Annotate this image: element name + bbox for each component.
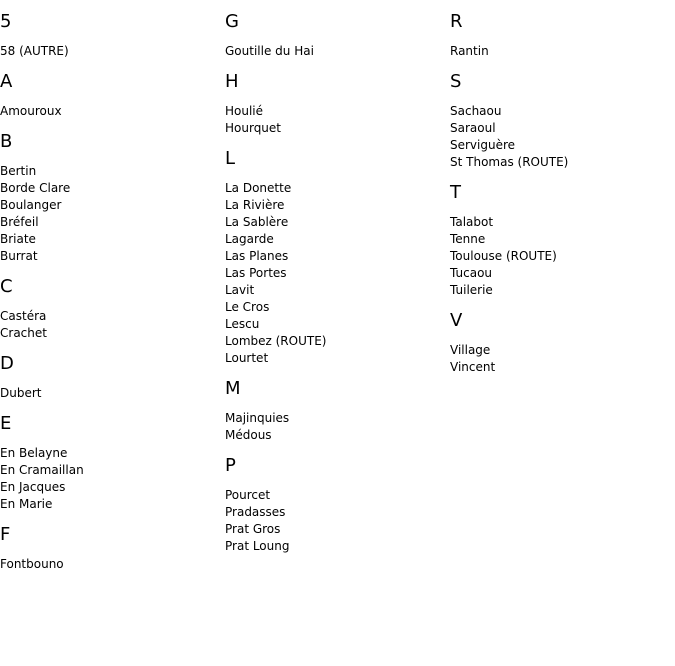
street-list xyxy=(0,308,225,342)
list-item xyxy=(225,299,450,316)
letter-section xyxy=(0,71,225,120)
letter-section xyxy=(0,524,225,573)
street-link[interactable]: Lescu xyxy=(225,317,260,331)
street-list xyxy=(0,556,225,573)
street-link[interactable]: Toulouse (ROUTE) xyxy=(450,249,557,263)
list-item xyxy=(450,43,675,60)
street-link[interactable]: La Donette xyxy=(225,181,292,195)
letter-heading: R xyxy=(450,11,463,32)
letter-heading: M xyxy=(225,378,241,399)
street-link[interactable]: Lombez (ROUTE) xyxy=(225,334,327,348)
street-link[interactable]: En Marie xyxy=(0,497,53,511)
letter-section xyxy=(0,276,225,342)
list-item xyxy=(450,231,675,248)
street-link[interactable]: Lavit xyxy=(225,283,255,297)
street-link[interactable]: Saraoul xyxy=(450,121,496,135)
letter-section xyxy=(450,11,675,60)
list-item xyxy=(225,333,450,350)
street-link[interactable]: La Rivière xyxy=(225,198,285,212)
list-item xyxy=(0,248,225,265)
street-link[interactable]: Prat Gros xyxy=(225,522,281,536)
street-link[interactable]: Bertin xyxy=(0,164,37,178)
list-item xyxy=(225,487,450,504)
street-list xyxy=(450,103,675,171)
street-link[interactable]: Lourtet xyxy=(225,351,269,365)
list-item xyxy=(0,479,225,496)
street-list xyxy=(450,342,675,376)
list-item xyxy=(0,197,225,214)
street-list xyxy=(450,214,675,299)
list-item xyxy=(0,445,225,462)
street-link[interactable]: Médous xyxy=(225,428,272,442)
street-link[interactable]: Las Planes xyxy=(225,249,289,263)
index-column-2 xyxy=(225,0,450,563)
list-item xyxy=(225,180,450,197)
list-item xyxy=(450,120,675,137)
list-item xyxy=(450,359,675,376)
letter-heading: G xyxy=(225,11,239,32)
list-item xyxy=(225,521,450,538)
street-link[interactable]: St Thomas (ROUTE) xyxy=(450,155,569,169)
index-column-3 xyxy=(450,0,675,384)
street-link[interactable]: Pourcet xyxy=(225,488,271,502)
list-item xyxy=(450,103,675,120)
list-item xyxy=(450,265,675,282)
list-item xyxy=(225,231,450,248)
street-link[interactable]: Majinquies xyxy=(225,411,290,425)
street-list xyxy=(225,103,450,137)
street-link[interactable]: Boulanger xyxy=(0,198,62,212)
list-item xyxy=(225,504,450,521)
street-list xyxy=(0,385,225,402)
street-link[interactable]: En Cramaillan xyxy=(0,463,84,477)
street-link[interactable]: 58 (AUTRE) xyxy=(0,44,69,58)
street-link[interactable]: Goutille du Hai xyxy=(225,44,314,58)
street-list xyxy=(0,163,225,265)
letter-heading: A xyxy=(0,71,13,92)
letter-heading: B xyxy=(0,131,13,152)
street-list xyxy=(225,487,450,555)
list-item xyxy=(0,163,225,180)
letter-section xyxy=(450,182,675,299)
index-column-1 xyxy=(0,0,225,581)
list-item xyxy=(450,248,675,265)
letter-heading: V xyxy=(450,310,463,331)
street-link[interactable]: Dubert xyxy=(0,386,42,400)
street-link[interactable]: Prat Loung xyxy=(225,539,290,553)
list-item xyxy=(0,214,225,231)
street-link[interactable]: Lagarde xyxy=(225,232,274,246)
letter-heading: D xyxy=(0,353,14,374)
letter-section xyxy=(225,378,450,444)
street-list xyxy=(0,43,225,60)
street-list xyxy=(450,43,675,60)
list-item xyxy=(450,137,675,154)
street-list xyxy=(225,43,450,60)
list-item xyxy=(225,197,450,214)
street-link[interactable]: Amouroux xyxy=(0,104,62,118)
list-item xyxy=(0,462,225,479)
street-link[interactable]: Castéra xyxy=(0,309,47,323)
list-item xyxy=(0,180,225,197)
list-item xyxy=(225,282,450,299)
street-link[interactable]: Talabot xyxy=(450,215,494,229)
letter-section xyxy=(450,310,675,376)
list-item xyxy=(225,350,450,367)
letter-section xyxy=(225,71,450,137)
street-list xyxy=(225,410,450,444)
street-link[interactable]: Serviguère xyxy=(450,138,516,152)
letter-section xyxy=(450,71,675,171)
street-link[interactable]: Bréfeil xyxy=(0,215,39,229)
list-item xyxy=(225,538,450,555)
list-item xyxy=(450,214,675,231)
street-link[interactable]: Rantin xyxy=(450,44,489,58)
list-item xyxy=(225,214,450,231)
list-item xyxy=(0,231,225,248)
list-item xyxy=(225,103,450,120)
letter-heading: L xyxy=(225,148,236,169)
street-link[interactable]: Houlié xyxy=(225,104,264,118)
list-item xyxy=(0,556,225,573)
street-link[interactable]: Fontbouno xyxy=(0,557,64,571)
letter-heading: E xyxy=(0,413,12,434)
street-link[interactable]: Sachaou xyxy=(450,104,502,118)
street-link[interactable]: Le Cros xyxy=(225,300,270,314)
list-item xyxy=(0,325,225,342)
street-link[interactable]: Tuilerie xyxy=(450,283,493,297)
list-item xyxy=(225,265,450,282)
letter-heading: C xyxy=(0,276,13,297)
list-item xyxy=(0,103,225,120)
list-item xyxy=(225,410,450,427)
street-link[interactable]: La Sablère xyxy=(225,215,289,229)
street-list xyxy=(225,180,450,367)
letter-heading: P xyxy=(225,455,236,476)
street-link[interactable]: Briate xyxy=(0,232,36,246)
street-link[interactable]: Las Portes xyxy=(225,266,287,280)
letter-section xyxy=(0,413,225,513)
letter-section xyxy=(225,455,450,555)
letter-section xyxy=(225,148,450,367)
letter-section xyxy=(225,11,450,60)
list-item xyxy=(450,282,675,299)
street-link[interactable]: Village xyxy=(450,343,491,357)
letter-heading: T xyxy=(450,182,461,203)
letter-heading: S xyxy=(450,71,462,92)
list-item xyxy=(450,342,675,359)
street-link[interactable]: Tucaou xyxy=(450,266,493,280)
list-item xyxy=(0,43,225,60)
letter-section xyxy=(0,353,225,402)
letter-section xyxy=(0,11,225,60)
list-item xyxy=(450,154,675,171)
street-list xyxy=(0,103,225,120)
letter-section xyxy=(0,131,225,265)
street-link[interactable]: Burrat xyxy=(0,249,38,263)
street-link[interactable]: En Belayne xyxy=(0,446,68,460)
letter-heading: F xyxy=(0,524,11,545)
letter-heading: H xyxy=(225,71,239,92)
street-link[interactable]: Crachet xyxy=(0,326,47,340)
list-item xyxy=(0,496,225,513)
street-link[interactable]: Vincent xyxy=(450,360,496,374)
street-link[interactable]: Tenne xyxy=(450,232,486,246)
street-link[interactable]: Pradasses xyxy=(225,505,286,519)
letter-heading: 5 xyxy=(0,11,12,32)
list-item xyxy=(225,316,450,333)
street-link[interactable]: En Jacques xyxy=(0,480,66,494)
list-item xyxy=(225,248,450,265)
street-list xyxy=(0,445,225,513)
list-item xyxy=(0,308,225,325)
street-link[interactable]: Borde Clare xyxy=(0,181,71,195)
list-item xyxy=(0,385,225,402)
list-item xyxy=(225,120,450,137)
street-link[interactable]: Hourquet xyxy=(225,121,282,135)
list-item xyxy=(225,427,450,444)
list-item xyxy=(225,43,450,60)
